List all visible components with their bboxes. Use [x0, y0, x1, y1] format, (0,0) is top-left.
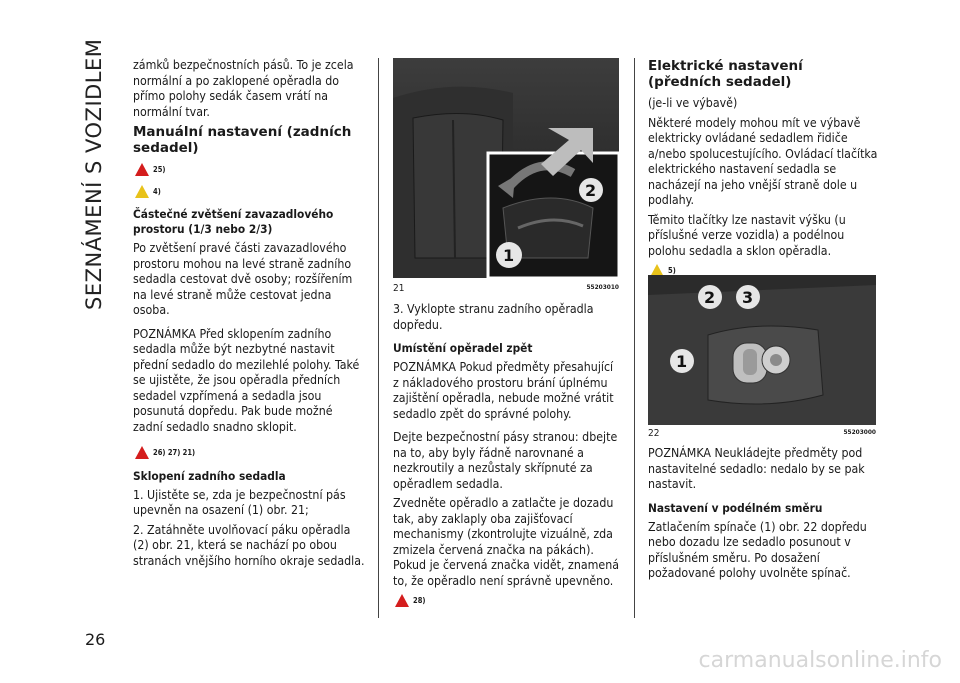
- paragraph: (je-li ve výbavě): [648, 96, 738, 110]
- column-1: [133, 58, 365, 573]
- step-1: 1. Ujistěte se, zda je bezpečnostní pás upevněn na osazení (1) obr. 21;: [133, 487, 346, 517]
- paragraph: Zatlačením spínače (1) obr. 22 dopředu nebo dozadu lze sedadlo posunout v příslušném směru. Po dosažení požadované polohy uvolněte spínač.: [648, 519, 867, 580]
- column-3-lower: [648, 446, 880, 586]
- figure-22-image: [648, 275, 876, 425]
- seat-controls-illustration: [648, 275, 876, 425]
- section-title: SEZNÁMENÍ S VOZIDLEM: [82, 38, 106, 310]
- paragraph: Těmito tlačítky lze nastavit výšku (u příslušné verze vozidla) a podélnou polohu sedadla a sklon opěradla.: [648, 212, 846, 258]
- paragraph: POZNÁMKA Před sklopením zadního sedadla může být nezbytné nastavit přední sedadlo do mezilehlé polohy. Také se ujistěte, že jsou opěradla předních sedadel vzpřímená a sedadla jsou posunutá dopředu. Pak bude možné zadní sedadlo snadno sklopit.: [133, 326, 360, 434]
- caution-note: 5): [650, 263, 880, 279]
- step-2: 2. Zatáhněte uvolňovací páku opěradla (2) obr. 21, která se nachází po obou stranách vnějšího horního okraje sedadla.: [133, 522, 365, 568]
- column-divider: [378, 58, 379, 618]
- caution-icon: [135, 185, 149, 198]
- figure-22-label-3: 3: [742, 288, 754, 307]
- warning-note: 26) 27) 21): [135, 445, 365, 461]
- heading-longitudinal: Nastavení v podélném směru: [648, 500, 823, 515]
- warning-icon: [135, 163, 149, 176]
- column-divider: [634, 58, 635, 618]
- warning-icon: [135, 446, 149, 459]
- caution-note: 4): [135, 184, 365, 200]
- heading-partial-enlarge: Částečné zvětšení zavazadlového prostoru (1/3 nebo 2/3): [133, 207, 334, 236]
- heading-return-backrest: Umístění opěradel zpět: [393, 341, 533, 355]
- heading-fold-seat: Sklopení zadního sedadla: [133, 468, 286, 483]
- figure-21-image: [393, 58, 619, 278]
- figure-21-label-2: 2: [585, 181, 597, 200]
- paragraph: Dejte bezpečnostní pásy stranou: dbejte na to, aby byly řádně narovnané a nezkroutily a nezůstaly skřípnuté za opěradlem sedadla.: [393, 430, 618, 491]
- figure-21-caption: [393, 283, 619, 294]
- page-number: 26: [85, 630, 106, 649]
- figure-22-label-2: 2: [704, 288, 716, 307]
- figure-code: 55203010: [586, 283, 619, 291]
- paragraph: Zvedněte opěradlo a zatlačte je dozadu tak, aby zaklaply oba zajišťovací mechanismy (zkontrolujte vizuálně, zda zmizela červená značka na pákách). Pokud je červená značka vidět, znamená to, že opěradlo není správně upevněno.: [393, 496, 620, 588]
- heading-electric-adjust: Elektrické nastavení (předních sedadel): [648, 58, 803, 90]
- figure-number: 21: [393, 283, 405, 294]
- paragraph: POZNÁMKA Pokud předměty přesahující z nákladového prostoru brání úplnému zajištění opěradla, nebude možné vrátit sedadlo zpět do správné polohy.: [393, 360, 614, 421]
- step-3: 3. Vyklopte stranu zadního opěradla dopředu.: [393, 302, 594, 332]
- figure-22-label-1: 1: [676, 352, 688, 371]
- paragraph: POZNÁMKA Neukládejte předměty pod nastavitelné sedadlo: nedalo by se pak nastavit.: [648, 446, 865, 491]
- warning-note: 28): [395, 593, 621, 609]
- figure-code: 55203000: [843, 428, 876, 436]
- paragraph: Po zvětšení pravé části zavazadlového prostoru mohou na levé straně zadního sedadla cestovat dvě osoby; rozšířením na levé straně může cestovat jedna osoba.: [133, 241, 353, 317]
- figure-22-caption: [648, 428, 876, 439]
- paragraph: zámků bezpečnostních pásů. To je zcela normální a po zaklopené opěradla do přímo polohy sedák časem vrátí na normální tvar.: [133, 58, 354, 119]
- figure-number: 22: [648, 428, 660, 439]
- warning-note: 25): [135, 162, 365, 178]
- rear-seat-illustration: [393, 58, 619, 278]
- heading-manual-adjust: Manuální nastavení (zadních sedadel): [133, 124, 352, 156]
- watermark: carmanualsonline.info: [698, 648, 942, 673]
- paragraph: Některé modely mohou mít ve výbavě elektricky ovládané sedadlem řidiče a/nebo spolucestujícího. Ovládací tlačítka elektrického nastavení sedadla se nacházejí na jeho vnější straně dole u podlahy.: [648, 115, 878, 207]
- figure-21-label-1: 1: [503, 246, 515, 265]
- column-2: [393, 302, 621, 615]
- column-3: [648, 58, 880, 285]
- warning-icon: [395, 594, 409, 607]
